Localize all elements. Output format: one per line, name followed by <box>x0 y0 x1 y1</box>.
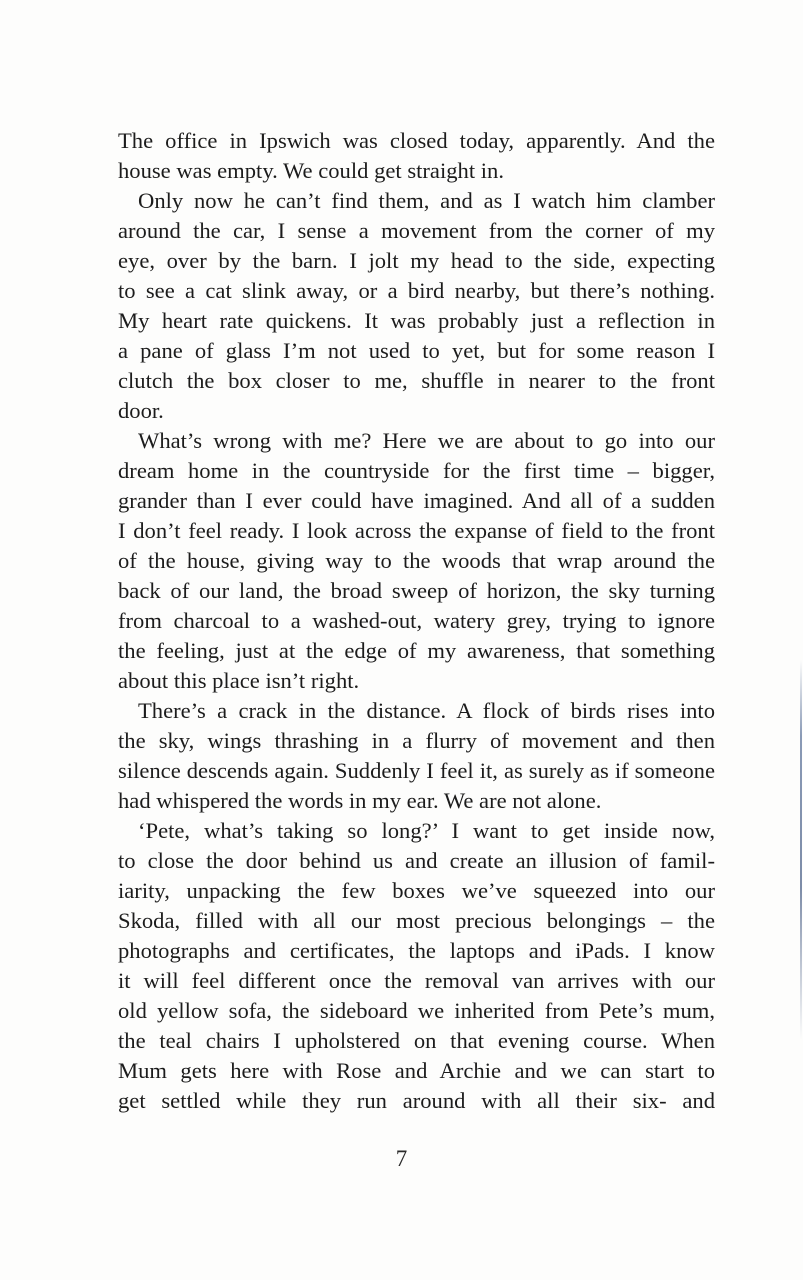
text-line: old yellow sofa, the sideboard we inherited from Pete’s mum, <box>118 998 715 1023</box>
text-line: There’s a crack in the distance. A flock of birds rises into <box>138 698 715 723</box>
text-line: door. <box>118 398 164 423</box>
text-line: get settled while they run around with all their six- and <box>118 1088 715 1113</box>
paragraph <box>118 696 715 816</box>
text-line: from charcoal to a washed-out, watery grey, trying to ignore <box>118 608 715 633</box>
paragraph <box>118 816 715 1116</box>
text-line: to see a cat slink away, or a bird nearby, but there’s nothing. <box>118 278 715 303</box>
text-line: house was empty. We could get straight in. <box>118 158 504 183</box>
text-line: What’s wrong with me? Here we are about to go into our <box>138 428 715 453</box>
body-text <box>118 126 715 1116</box>
paragraph <box>118 186 715 426</box>
text-line: the teal chairs I upholstered on that evening course. When <box>118 1028 715 1053</box>
text-line: of the house, giving way to the woods that wrap around the <box>118 548 715 573</box>
text-line: around the car, I sense a movement from the corner of my <box>118 218 715 243</box>
text-line: about this place isn’t right. <box>118 668 360 693</box>
text-line: it will feel different once the removal van arrives with our <box>118 968 715 993</box>
text-line: had whispered the words in my ear. We are not alone. <box>118 788 602 813</box>
text-line: Skoda, filled with all our most precious belongings – the <box>118 908 715 933</box>
text-line: to close the door behind us and create an illusion of famil- <box>118 848 715 873</box>
page-number: 7 <box>395 1146 408 1171</box>
paragraph <box>118 126 715 186</box>
text-line: the feeling, just at the edge of my awareness, that something <box>118 638 715 663</box>
text-line: dream home in the countryside for the first time – bigger, <box>118 458 715 483</box>
text-line: Mum gets here with Rose and Archie and we can start to <box>118 1058 715 1083</box>
text-line: clutch the box closer to me, shuffle in nearer to the front <box>118 368 715 393</box>
text-line: the sky, wings thrashing in a flurry of movement and then <box>118 728 715 753</box>
text-line: ‘Pete, what’s taking so long?’ I want to get inside now, <box>138 818 715 843</box>
text-line: back of our land, the broad sweep of horizon, the sky turning <box>118 578 715 603</box>
text-line: photographs and certificates, the laptops and iPads. I know <box>118 938 715 963</box>
text-line: The office in Ipswich was closed today, apparently. And the <box>118 128 715 153</box>
page-edge-shadow <box>800 660 802 1040</box>
text-line: iarity, unpacking the few boxes we’ve squeezed into our <box>118 878 715 903</box>
paragraph <box>118 426 715 696</box>
text-line: grander than I ever could have imagined. And all of a sudden <box>118 488 715 513</box>
text-line: eye, over by the barn. I jolt my head to the side, expecting <box>118 248 715 273</box>
text-line: a pane of glass I’m not used to yet, but for some reason I <box>118 338 715 363</box>
text-line: I don’t feel ready. I look across the expanse of field to the front <box>118 518 715 543</box>
text-line: Only now he can’t find them, and as I watch him clamber <box>138 188 715 213</box>
text-line: My heart rate quickens. It was probably just a reflection in <box>118 308 715 333</box>
text-line: silence descends again. Suddenly I feel it, as surely as if someone <box>118 758 715 783</box>
